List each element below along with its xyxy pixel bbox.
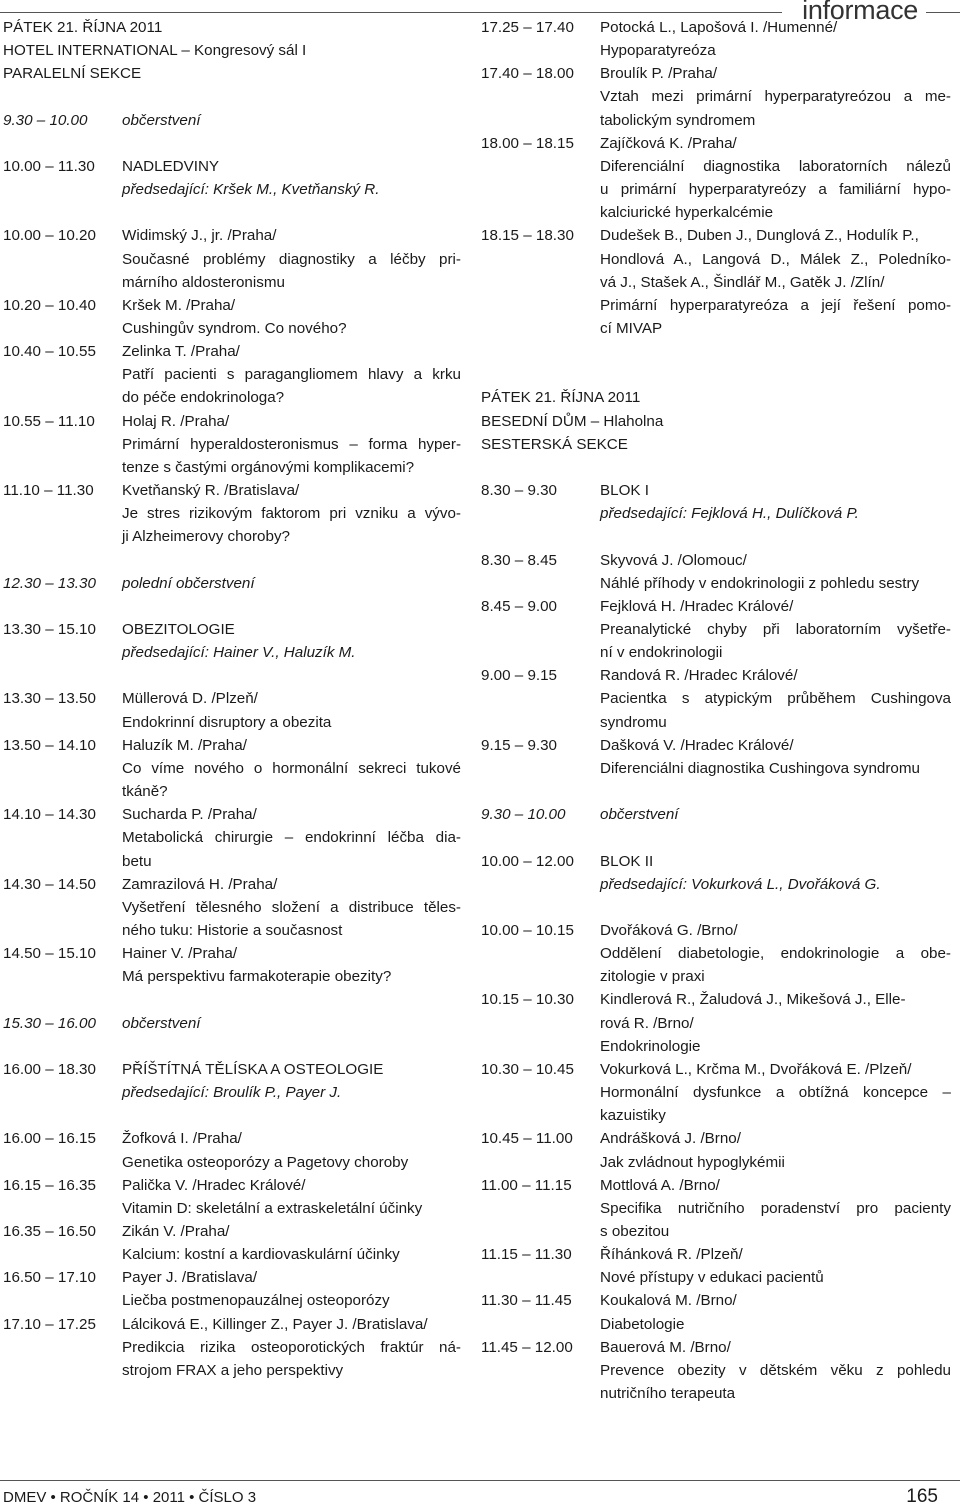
program-title: Zelinka T. /Praha/ bbox=[122, 343, 240, 361]
program-text-line: Nové přístupy v edukaci pacientů bbox=[600, 1269, 824, 1287]
program-title: občerstvení bbox=[122, 1014, 201, 1032]
program-item bbox=[3, 224, 461, 293]
program-title: BLOK I bbox=[600, 482, 649, 500]
program-time: 15.30 – 16.00 bbox=[3, 1014, 96, 1032]
program-time: 9.30 – 10.00 bbox=[481, 806, 566, 824]
right-program bbox=[481, 479, 951, 1405]
program-time: 10.00 – 11.30 bbox=[3, 157, 95, 175]
program-time: 14.10 – 14.30 bbox=[3, 806, 96, 824]
program-time: 8.45 – 9.00 bbox=[481, 597, 558, 615]
section-title: informace bbox=[802, 0, 918, 25]
program-item bbox=[481, 664, 951, 733]
program-time: 14.50 – 15.10 bbox=[3, 945, 96, 963]
program-time: 17.40 – 18.00 bbox=[481, 65, 574, 83]
program-text-line: vá J., Stašek A., Šindlář M., Gatěk J. /Zlín/ bbox=[600, 273, 885, 291]
program-text-line: ji Alzheimerovy choroby? bbox=[122, 528, 290, 546]
program-text-line: betu bbox=[122, 852, 152, 870]
header-rule-right bbox=[926, 12, 960, 13]
journal-footer: DMEV • ROČNÍK 14 • 2011 • ČÍSLO 3 bbox=[3, 1489, 257, 1506]
program-time: 10.20 – 10.40 bbox=[3, 296, 96, 314]
program-item bbox=[3, 1174, 461, 1220]
program-text-line: Diferenciální diagnostika laboratorních nálezů bbox=[600, 157, 951, 175]
program-text-line: Endokrinologie bbox=[600, 1037, 701, 1055]
program-item bbox=[481, 1289, 951, 1335]
program-text-line: u primární hyperparatyreózy a familiární hypo- bbox=[600, 181, 951, 199]
program-item bbox=[481, 549, 951, 595]
program-item bbox=[3, 109, 461, 132]
program-text-line: Endokrinní disruptory a obezita bbox=[122, 713, 332, 731]
program-text-line: Jak zvládnout hypoglykémii bbox=[600, 1153, 785, 1171]
program-text-line: kazuistiky bbox=[600, 1107, 666, 1125]
program-time: 17.10 – 17.25 bbox=[3, 1315, 96, 1333]
program-item bbox=[481, 988, 951, 1057]
program-title: Sucharda P. /Praha/ bbox=[122, 806, 257, 824]
program-text-line: Hondlová A., Langová D., Málek Z., Poledníko- bbox=[600, 250, 951, 268]
program-time: 10.40 – 10.55 bbox=[3, 343, 96, 361]
program-text-line: Vyšetření tělesného složení a distribuce těles- bbox=[122, 898, 461, 916]
program-time: 9.00 – 9.15 bbox=[481, 667, 558, 685]
program-time: 16.00 – 16.15 bbox=[3, 1130, 96, 1148]
program-time: 16.00 – 18.30 bbox=[3, 1060, 96, 1078]
program-item bbox=[3, 340, 461, 409]
program-title: Payer J. /Bratislava/ bbox=[122, 1269, 258, 1287]
program-item bbox=[3, 1012, 461, 1035]
program-title: Bauerová M. /Brno/ bbox=[600, 1338, 731, 1356]
program-item bbox=[481, 132, 951, 225]
program-text-line: do péče endokrinologa? bbox=[122, 389, 285, 407]
program-item bbox=[481, 850, 951, 896]
program-text-line: Vztah mezi primární hyperparatyreózou a me- bbox=[600, 88, 951, 106]
program-text-line: Vitamin D: skeletální a extraskeletální účinky bbox=[122, 1199, 423, 1217]
program-item bbox=[3, 942, 461, 988]
program-item bbox=[3, 734, 461, 803]
program-time: 10.30 – 10.45 bbox=[481, 1060, 574, 1078]
program-text-line: s obezitou bbox=[600, 1223, 670, 1241]
program-item bbox=[3, 1266, 461, 1312]
program-item bbox=[481, 62, 951, 131]
program-text-line: kalciurické hyperkalcémie bbox=[600, 204, 774, 222]
program-title: Müllerová D. /Plzeň/ bbox=[122, 690, 258, 708]
left-venue: HOTEL INTERNATIONAL – Kongresový sál I bbox=[3, 42, 307, 60]
program-item bbox=[481, 803, 951, 826]
program-item bbox=[481, 224, 951, 340]
right-program-top bbox=[481, 16, 951, 386]
program-item bbox=[3, 294, 461, 340]
program-text-line: Cushingův syndrom. Co nového? bbox=[122, 319, 347, 337]
program-title: Kršek M. /Praha/ bbox=[122, 296, 236, 314]
program-item bbox=[481, 479, 951, 525]
right-section: SESTERSKÁ SEKCE bbox=[481, 435, 628, 453]
program-item bbox=[3, 479, 461, 548]
program-time: 10.55 – 11.10 bbox=[3, 412, 95, 430]
program-text-line: Specifika nutričního poradenství pro pacienty bbox=[600, 1199, 951, 1217]
program-title: Palička V. /Hradec Králové/ bbox=[122, 1176, 306, 1194]
program-time: 13.50 – 14.10 bbox=[3, 736, 96, 754]
program-item bbox=[481, 16, 951, 62]
program-item bbox=[481, 1127, 951, 1173]
program-title: Vokurková L., Krčma M., Dvořáková E. /Plzeň/ bbox=[600, 1060, 912, 1078]
program-time: 18.15 – 18.30 bbox=[481, 227, 574, 245]
program-title: občerstvení bbox=[600, 806, 679, 824]
program-text-line: Náhlé příhody v endokrinologii z pohledu sestry bbox=[600, 574, 920, 592]
program-title: polední občerstvení bbox=[122, 574, 255, 592]
program-time: 10.00 – 10.15 bbox=[481, 921, 574, 939]
program-title: Zikán V. /Praha/ bbox=[122, 1222, 230, 1240]
program-time: 16.35 – 16.50 bbox=[3, 1222, 96, 1240]
program-chair: předsedající: Vokurková L., Dvořáková G. bbox=[600, 875, 881, 893]
program-text-line: Diabetologie bbox=[600, 1315, 685, 1333]
program-title: Andrášková J. /Brno/ bbox=[600, 1130, 741, 1148]
page-number: 165 bbox=[906, 1486, 938, 1507]
program-title: Holaj R. /Praha/ bbox=[122, 412, 230, 430]
program-time: 17.25 – 17.40 bbox=[481, 19, 574, 36]
program-time: 13.30 – 13.50 bbox=[3, 690, 96, 708]
program-time: 13.30 – 15.10 bbox=[3, 620, 96, 638]
program-time: 11.15 – 11.30 bbox=[481, 1246, 572, 1264]
program-text-line: tkáně? bbox=[122, 783, 168, 801]
program-text-line: Kalcium: kostní a kardiovaskulární účinky bbox=[122, 1246, 400, 1264]
program-time: 10.00 – 12.00 bbox=[481, 852, 574, 870]
program-item bbox=[481, 1336, 951, 1405]
program-title: Koukalová M. /Brno/ bbox=[600, 1292, 737, 1310]
program-title: Zamrazilová H. /Praha/ bbox=[122, 875, 278, 893]
program-text-line: Liečba postmenopauzálnej osteoporózy bbox=[122, 1292, 390, 1310]
program-item bbox=[3, 1058, 461, 1104]
program-text-line: Je stres rizikovým faktorom pri vzniku a vývo- bbox=[122, 505, 461, 523]
program-item bbox=[481, 1058, 951, 1127]
program-title: Dudešek B., Duben J., Dunglová Z., Hodulík P., bbox=[600, 227, 919, 245]
program-time: 10.15 – 10.30 bbox=[481, 991, 574, 1009]
program-title: NADLEDVINY bbox=[122, 157, 220, 175]
program-text-line: Má perspektivu farmakoterapie obezity? bbox=[122, 968, 392, 986]
program-time: 8.30 – 8.45 bbox=[481, 551, 558, 569]
program-text-line: Primární hyperparatyreóza a její řešení pomo- bbox=[600, 296, 951, 314]
program-text-line: Co víme nového o hormonální sekreci tukové bbox=[122, 759, 461, 777]
program-item bbox=[481, 1243, 951, 1289]
program-item bbox=[3, 618, 461, 664]
program-item bbox=[481, 734, 951, 780]
program-title: Zajíčková K. /Praha/ bbox=[600, 134, 737, 152]
program-time: 11.30 – 11.45 bbox=[481, 1292, 572, 1310]
header-rule-left bbox=[0, 12, 782, 13]
footer-rule bbox=[0, 1480, 960, 1481]
program-item bbox=[3, 1313, 461, 1382]
program-time: 9.15 – 9.30 bbox=[481, 736, 558, 754]
program-item bbox=[3, 687, 461, 733]
program-item bbox=[481, 1174, 951, 1243]
program-text-line: Hormonální dysfunkce a obtížná koncepce – bbox=[600, 1084, 951, 1102]
program-title: OBEZITOLOGIE bbox=[122, 620, 235, 638]
program-time: 10.45 – 11.00 bbox=[481, 1130, 573, 1148]
program-chair: předsedající: Kršek M., Kvetňanský R. bbox=[122, 181, 380, 199]
program-time: 9.30 – 10.00 bbox=[3, 111, 88, 129]
program-text-line: Primární hyperaldosteronismus – forma hyper- bbox=[122, 435, 461, 453]
program-title: Broulík P. /Praha/ bbox=[600, 65, 718, 83]
program-text-line: Oddělení diabetologie, endokrinologie a obe- bbox=[600, 945, 951, 963]
program-chair: předsedající: Hainer V., Haluzík M. bbox=[122, 644, 356, 662]
program-text-line: Genetika osteoporózy a Pagetovy choroby bbox=[122, 1153, 409, 1171]
program-text-line: márního aldosteronismu bbox=[122, 273, 285, 291]
program-item bbox=[3, 803, 461, 872]
program-title: Lálciková E., Killinger Z., Payer J. /Bratislava/ bbox=[122, 1315, 428, 1333]
program-item bbox=[3, 1127, 461, 1173]
program-text-line: Prevence obezity v dětském věku z pohledu bbox=[600, 1361, 951, 1379]
program-title: Hainer V. /Praha/ bbox=[122, 945, 238, 963]
program-title: Dašková V. /Hradec Králové/ bbox=[600, 736, 794, 754]
program-item bbox=[3, 1220, 461, 1266]
program-title: Kvetňanský R. /Bratislava/ bbox=[122, 482, 300, 500]
program-text-line: tenze s častými orgánovými komplikacemi? bbox=[122, 458, 415, 476]
program-item bbox=[481, 919, 951, 988]
program-text-line: Hypoparatyreóza bbox=[600, 42, 716, 60]
program-time: 11.10 – 11.30 bbox=[3, 482, 94, 500]
program-text-line: Patří pacienti s paragangliomem hlavy a krku bbox=[122, 366, 461, 384]
program-title: Widimský J., jr. /Praha/ bbox=[122, 227, 277, 245]
right-column bbox=[481, 16, 951, 1405]
program-time: 12.30 – 13.30 bbox=[3, 574, 96, 592]
program-time: 10.00 – 10.20 bbox=[3, 227, 96, 245]
program-time: 16.15 – 16.35 bbox=[3, 1176, 96, 1194]
program-text-line: Metabolická chirurgie – endokrinní léčba dia- bbox=[122, 829, 461, 847]
program-item bbox=[3, 873, 461, 942]
right-day-heading: PÁTEK 21. ŘÍJNA 2011 bbox=[481, 389, 641, 407]
program-text-line: Diferenciálni diagnostika Cushingova syndromu bbox=[600, 759, 920, 777]
program-time: 14.30 – 14.50 bbox=[3, 875, 96, 893]
program-text-line: tabolickým syndromem bbox=[600, 111, 756, 129]
program-time: 11.00 – 11.15 bbox=[481, 1176, 572, 1194]
program-time: 11.45 – 12.00 bbox=[481, 1338, 573, 1356]
program-title: občerstvení bbox=[122, 111, 201, 129]
program-title: BLOK II bbox=[600, 852, 654, 870]
program-title: PŘÍŠTÍTNÁ TĚLÍSKA A OSTEOLOGIE bbox=[122, 1060, 384, 1078]
program-title: Kindlerová R., Žaludová J., Mikešová J., Elle- bbox=[600, 991, 906, 1009]
program-title: Mottlová A. /Brno/ bbox=[600, 1176, 720, 1194]
left-day-heading: PÁTEK 21. ŘÍJNA 2011 bbox=[3, 19, 163, 36]
program-title: Randová R. /Hradec Králové/ bbox=[600, 667, 798, 685]
program-text-line: Predikcia rizika osteoporotických fraktúr ná- bbox=[122, 1338, 461, 1356]
program-text-line: cí MIVAP bbox=[600, 320, 663, 338]
program-chair: předsedající: Fejklová H., Dulíčková P. bbox=[600, 505, 859, 523]
program-text-line: Preanalytické chyby při laboratorním vyšetře- bbox=[600, 621, 951, 638]
program-item bbox=[481, 595, 951, 664]
program-time: 18.00 – 18.15 bbox=[481, 134, 574, 152]
program-text-line: Pacientka s atypickým průběhem Cushingova bbox=[600, 690, 951, 708]
program-item bbox=[3, 572, 461, 595]
right-venue: BESEDNÍ DŮM – Hlaholna bbox=[481, 412, 664, 430]
program-title: Žofková I. /Praha/ bbox=[122, 1130, 242, 1148]
program-title: Dvořáková G. /Brno/ bbox=[600, 921, 738, 939]
program-text-line: ní v endokrinologii bbox=[600, 644, 723, 662]
left-column bbox=[3, 16, 461, 1382]
program-time: 16.50 – 17.10 bbox=[3, 1269, 96, 1287]
program-title: Potocká L., Lapošová I. /Humenné/ bbox=[600, 19, 838, 36]
program-title: Fejklová H. /Hradec Králové/ bbox=[600, 597, 794, 615]
program-text-line: rová R. /Brno/ bbox=[600, 1014, 694, 1032]
program-title: Skyvová J. /Olomouc/ bbox=[600, 551, 747, 569]
program-item bbox=[3, 155, 461, 201]
left-section: PARALELNÍ SEKCE bbox=[3, 65, 142, 83]
program-title: Říhánková R. /Plzeň/ bbox=[600, 1246, 743, 1264]
program-title: Haluzík M. /Praha/ bbox=[122, 736, 247, 754]
program-text-line: nutričního terapeuta bbox=[600, 1385, 736, 1403]
left-program bbox=[3, 109, 461, 1382]
program-text-line: zitologie v praxi bbox=[600, 968, 705, 986]
program-text-line: strojom FRAX a jeho perspektivy bbox=[122, 1361, 344, 1379]
program-text-line: Současné problémy diagnostiky a léčby pri- bbox=[122, 250, 461, 268]
program-item bbox=[3, 410, 461, 479]
program-time: 8.30 – 9.30 bbox=[481, 482, 558, 500]
program-text-line: ného tuku: Historie a současnost bbox=[122, 922, 343, 939]
program-text-line: syndromu bbox=[600, 713, 667, 731]
program-chair: předsedající: Broulík P., Payer J. bbox=[122, 1084, 342, 1102]
